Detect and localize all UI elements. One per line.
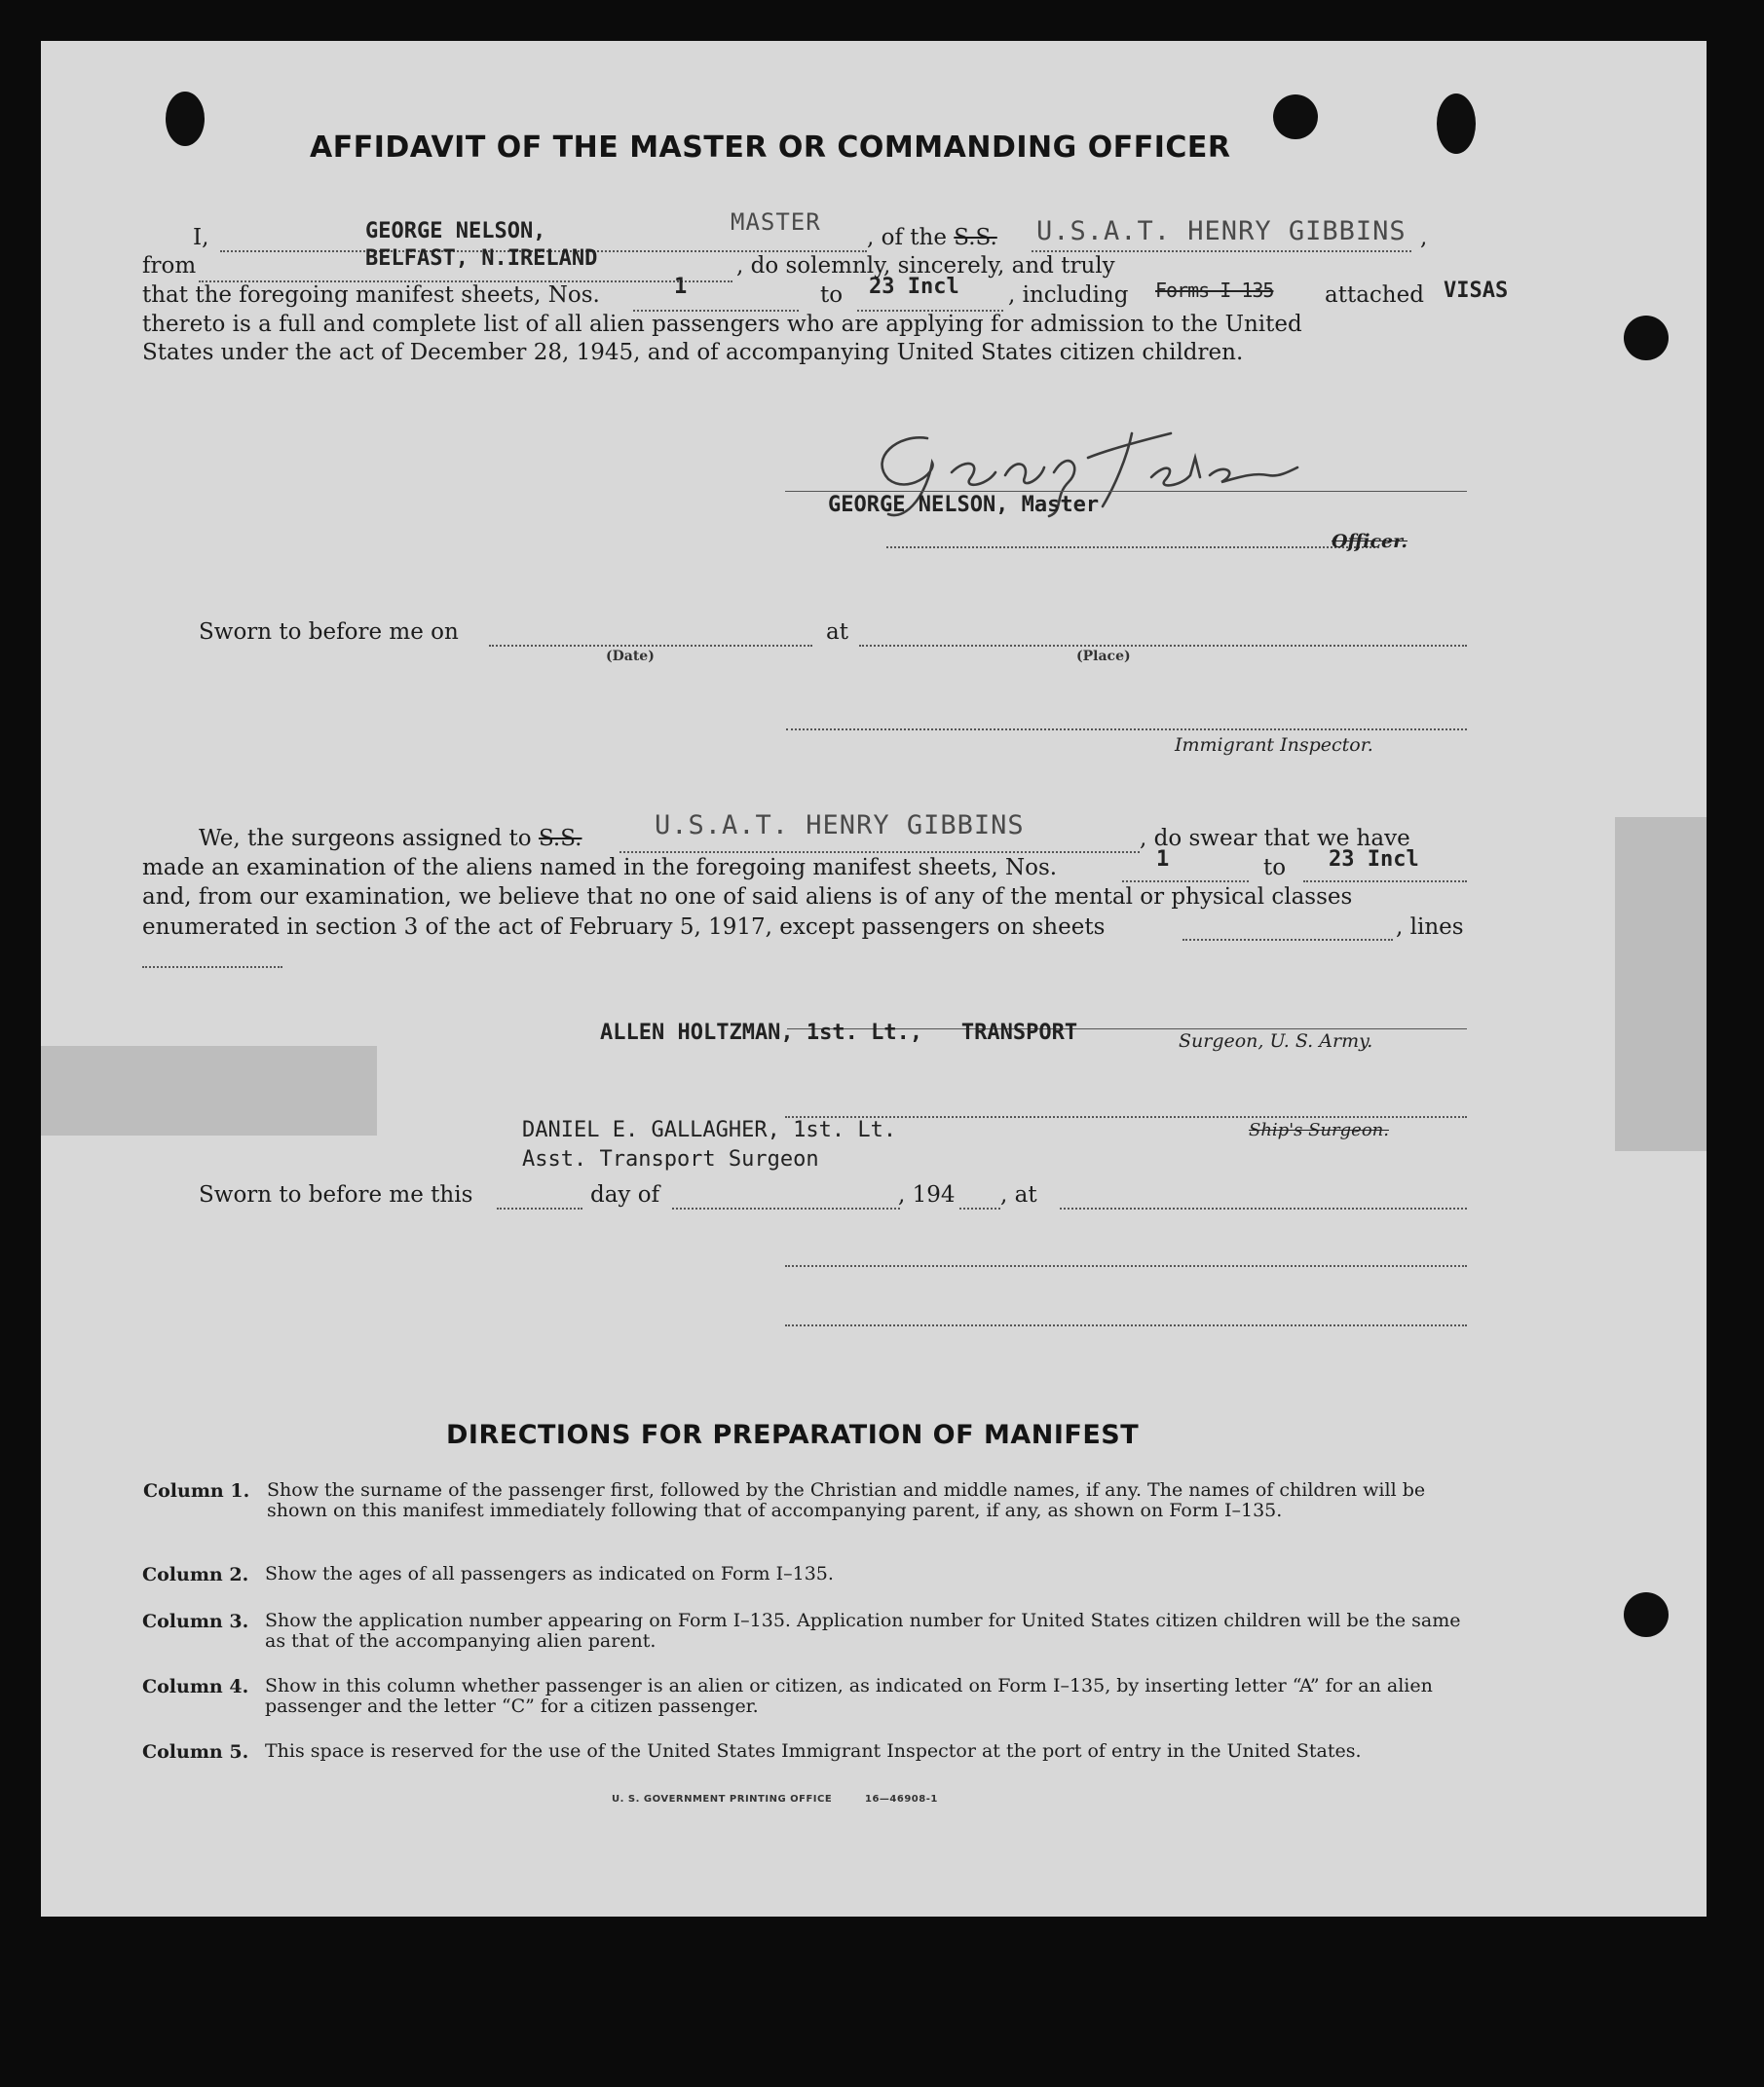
surgeon-nos-from: 1 <box>1156 847 1170 872</box>
sheets-line <box>1182 939 1393 941</box>
officer-struck: Officer. <box>1332 531 1408 552</box>
ship-stamp: U.S.A.T. HENRY GIBBINS <box>1036 216 1407 246</box>
lines-line <box>142 966 282 968</box>
punch-hole-top-center <box>1273 94 1318 139</box>
surgeons-line-1b: , do swear that we have <box>1140 826 1410 851</box>
sworn-this-text: Sworn to before me this <box>199 1182 473 1208</box>
solemnly-text: , do solemnly, sincerely, and truly <box>736 253 1115 279</box>
attached-text: attached <box>1325 282 1424 308</box>
directions-title: DIRECTIONS FOR PREPARATION OF MANIFEST <box>446 1420 1140 1450</box>
surgeon-ship-line <box>619 851 1140 853</box>
sworn-day-line <box>497 1208 582 1210</box>
punch-hole-right-upper <box>1624 316 1669 360</box>
column-4-label: Column 4. <box>142 1676 249 1697</box>
i-label: I, <box>193 225 209 250</box>
page-title: AFFIDAVIT OF THE MASTER OR COMMANDING OFFICER <box>310 130 1231 165</box>
place-caption: (Place) <box>1076 649 1131 664</box>
from-label: from <box>142 253 197 279</box>
of-the-label: , of the S.S. <box>867 225 997 250</box>
form-number: 16—46908-1 <box>865 1794 938 1805</box>
sworn-place-line <box>859 645 1467 647</box>
surgeon2-title: Asst. Transport Surgeon <box>522 1147 819 1172</box>
manifest-nos-text: that the foregoing manifest sheets, Nos. <box>142 282 600 308</box>
nos-to: 23 Incl <box>869 275 959 299</box>
day-of-label: day of <box>590 1182 660 1208</box>
surgeon-nos-from-line <box>1122 880 1249 882</box>
surgeon-nos-to: 23 Incl <box>1329 847 1419 872</box>
surgeon-to-label: to <box>1263 855 1287 880</box>
year-label: , 194 <box>898 1182 956 1208</box>
column-3-label: Column 3. <box>142 1611 249 1632</box>
sworn-at-label: at <box>826 619 848 645</box>
surgeon1-name: ALLEN HOLTZMAN, 1st. Lt., TRANSPORT <box>600 1021 1078 1045</box>
including-text: , including <box>1008 282 1129 308</box>
immigrant-inspector-caption: Immigrant Inspector. <box>1175 734 1373 756</box>
surgeon2-name: DANIEL E. GALLAGHER, 1st. Lt. <box>522 1118 897 1142</box>
to-label: to <box>820 282 844 308</box>
surgeons-line-1a: We, the surgeons assigned to S.S. <box>199 826 582 851</box>
column-2-label: Column 2. <box>142 1564 249 1585</box>
sworn-year-line <box>959 1208 1000 1210</box>
column-1-label: Column 1. <box>143 1480 250 1502</box>
master-signature-typed: GEORGE NELSON, Master <box>828 493 1100 517</box>
master-name: GEORGE NELSON, <box>365 219 546 243</box>
sworn-place-line-2 <box>1060 1208 1467 1210</box>
nos-from: 1 <box>674 275 688 299</box>
sworn-at-label-2: , at <box>1000 1182 1037 1208</box>
tape-mark-left <box>41 1046 377 1136</box>
officer-line <box>886 546 1379 548</box>
surgeons-line-4b: , lines <box>1396 914 1464 940</box>
signature-line <box>785 491 1467 492</box>
column-4-text: Show in this column whether passenger is an alien or citizen, as indicated on Form I–135, by inserting letter “A” for an alien passenger and the letter “C” for a citizen passenger. <box>265 1675 1433 1717</box>
rank-stamp: MASTER <box>731 208 821 236</box>
sworn-sign-line-2 <box>785 1324 1467 1326</box>
sworn-on-text: Sworn to before me on <box>199 619 459 645</box>
surgeons-line-2a: made an examination of the aliens named in the foregoing manifest sheets, Nos. <box>142 855 1058 880</box>
comma: , <box>1420 225 1428 250</box>
column-5-text: This space is reserved for the use of the United States Immigrant Inspector at the port of entry in the United States. <box>265 1740 1362 1762</box>
gpo-imprint: U. S. GOVERNMENT PRINTING OFFICE <box>612 1794 833 1805</box>
punch-hole-top-left <box>166 92 205 146</box>
column-1-text: Show the surname of the passenger first, followed by the Christian and middle names, if any. The names of children will be shown on this manifest immediately following that of accompanying parent, if any, as shown on Form I–135. <box>267 1479 1426 1521</box>
date-caption: (Date) <box>606 649 655 664</box>
forms-struck: Forms I-135 <box>1155 279 1274 302</box>
punch-hole-top-right <box>1437 93 1476 154</box>
surgeons-line-3: and, from our examination, we believe that no one of said aliens is of any of the mental or physical classes <box>142 884 1353 910</box>
visas-typed: VISAS <box>1444 279 1509 303</box>
surgeon-army-caption: Surgeon, U. S. Army. <box>1179 1030 1373 1052</box>
ships-surgeon-struck: Ship's Surgeon. <box>1249 1120 1389 1140</box>
surgeon-ship-stamp: U.S.A.T. HENRY GIBBINS <box>655 810 1025 840</box>
inspector-line <box>786 728 1467 730</box>
from-place: BELFAST, N.IRELAND <box>365 246 598 271</box>
affidavit-line-4: thereto is a full and complete list of all alien passengers who are applying for admission to the United <box>142 312 1302 337</box>
sworn-sign-line-1 <box>785 1265 1467 1267</box>
surgeon-nos-to-line <box>1303 880 1467 882</box>
affidavit-line-5: States under the act of December 28, 1945, and of accompanying United States citizen children. <box>142 340 1244 365</box>
sworn-month-line <box>672 1208 900 1210</box>
column-2-text: Show the ages of all passengers as indicated on Form I–135. <box>265 1563 834 1584</box>
punch-hole-right-lower <box>1624 1592 1669 1637</box>
ship-line <box>1032 250 1411 252</box>
sworn-date-line <box>489 645 812 647</box>
document-page <box>41 41 1707 1917</box>
column-5-label: Column 5. <box>142 1741 249 1763</box>
surgeons-line-4a: enumerated in section 3 of the act of February 5, 1917, except passengers on sheets <box>142 914 1106 940</box>
tape-mark-right <box>1615 817 1707 1151</box>
column-3-text: Show the application number appearing on Form I–135. Application number for United States citizen children will be the same as that of the accompanying alien parent. <box>265 1610 1461 1652</box>
